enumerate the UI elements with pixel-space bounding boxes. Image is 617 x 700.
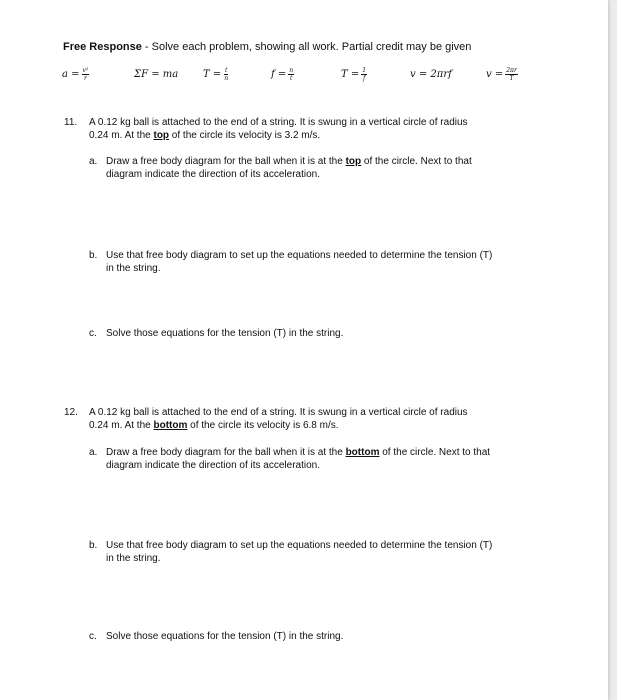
question-line-2: 0.24 m. At the bottom of the circle its velocity is 6.8 m/s.: [89, 420, 339, 431]
formula-velocity-1: v = 2πrf: [410, 68, 452, 80]
question-11: [64, 116, 564, 144]
question-line-1: A 0.12 kg ball is attached to the end of a string. It is swung in a vertical circle of radius: [89, 117, 468, 128]
formula-net-force: ΣF = ma: [134, 68, 179, 80]
question-number: 12.: [64, 407, 78, 418]
part-label: c.: [89, 328, 97, 339]
part-label: b.: [89, 540, 98, 551]
part-line-1: Draw a free body diagram for the ball when it is at the bottom of the circle. Next to that: [106, 447, 491, 458]
part-line-2: in the string.: [106, 263, 161, 274]
question-11a: [89, 155, 559, 183]
question-line-1: A 0.12 kg ball is attached to the end of a string. It is swung in a vertical circle of radius: [89, 407, 468, 418]
formula-velocity-2: v = $\frac{2\pi r}{T}$: [486, 66, 517, 82]
question-12b: [89, 539, 559, 567]
part-line-1: Draw a free body diagram for the ball when it is at the top of the circle. Next to that: [106, 156, 472, 167]
question-12c: [89, 630, 559, 644]
question-12a: [89, 446, 559, 474]
formula-bar: [62, 62, 532, 86]
part-line-1: Use that free body diagram to set up the equations needed to determine the tension (T): [106, 250, 493, 261]
part-line-1: Use that free body diagram to set up the equations needed to determine the tension (T): [106, 540, 493, 551]
question-11b: [89, 249, 559, 277]
title-bold: Free Response: [63, 41, 142, 53]
part-line-2: in the string.: [106, 553, 161, 564]
part-line-1: Solve those equations for the tension (T) in the string.: [106, 631, 344, 642]
section-title: [63, 41, 471, 53]
question-line-2: 0.24 m. At the top of the circle its velocity is 3.2 m/s.: [89, 130, 321, 141]
question-12: [64, 406, 564, 434]
title-rest: - Solve each problem, showing all work. Partial credit may be given: [141, 41, 472, 53]
part-line-2: diagram indicate the direction of its acceleration.: [106, 460, 321, 471]
question-number: 11.: [64, 117, 78, 128]
formula-period-2: T = $\frac{1}{f}$: [341, 66, 367, 82]
part-line-1: Solve those equations for the tension (T) in the string.: [106, 328, 344, 339]
formula-frequency: f = $\frac{n}{t}$: [271, 66, 294, 82]
formula-acceleration: a = $\frac{\text{v²}}{r}$: [62, 66, 89, 82]
part-label: a.: [89, 447, 98, 458]
formula-period-1: T = $\frac{t}{n}$: [203, 66, 229, 82]
question-11c: [89, 327, 559, 341]
part-label: c.: [89, 631, 97, 642]
part-line-2: diagram indicate the direction of its acceleration.: [106, 169, 321, 180]
part-label: b.: [89, 250, 98, 261]
part-label: a.: [89, 156, 98, 167]
